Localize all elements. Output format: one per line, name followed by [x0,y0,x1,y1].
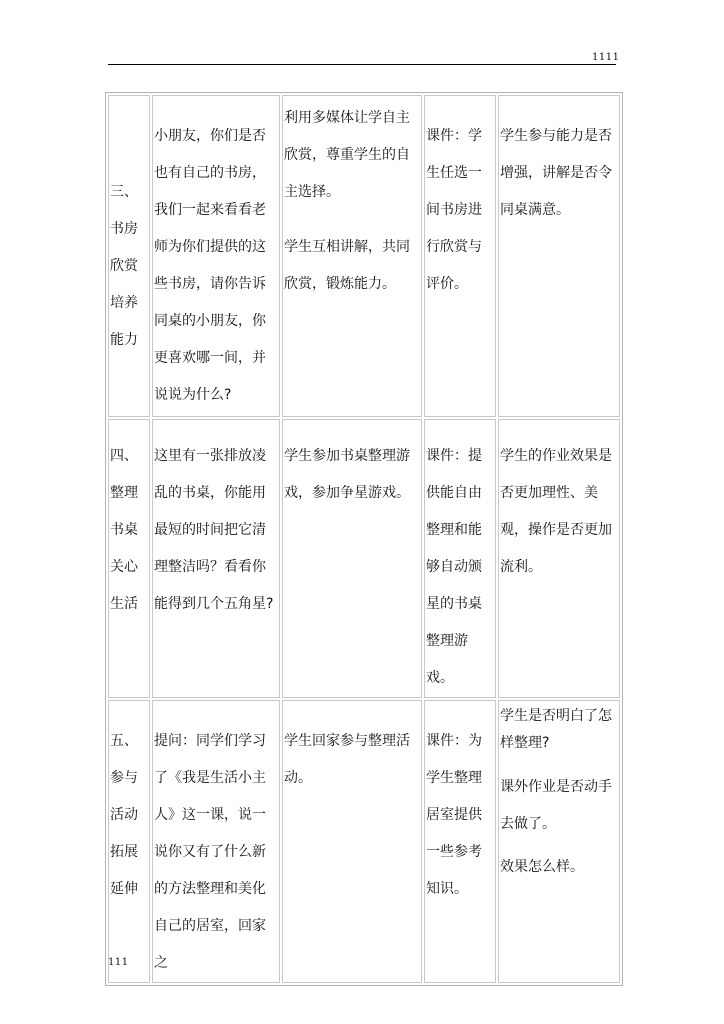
student-text-secondary: 学生互相讲解，共同欣赏，锻炼能力。 [284,239,410,292]
table-cell-student [282,95,422,417]
table-cell-student [282,419,422,698]
student-text: 利用多媒体让学自主欣赏，尊重学生的自主选择。 [284,110,410,200]
header-page-number: 1111 [592,52,620,63]
lesson-plan-table [105,92,623,986]
table-cell-teacher [152,419,280,698]
teacher-text: 这里有一张排放凌乱的书桌，你能用最短的时间把它清理整洁吗？看看你能得到几个五角星? [154,448,274,612]
teacher-text: 提问：同学们学习了《我是生活小主人》这一课，说一说你又有了什么新的方法整理和美化自己的居室，回家之 [154,733,266,971]
evaluation-text-tertiary: 效果怎么样。 [500,859,584,875]
resource-text: 课件：为学生整理居室提供一些参考知识。 [426,733,482,897]
evaluation-text: 学生参与能力是否增强，讲解是否令同桌满意。 [500,128,612,218]
student-text: 学生参加书桌整理游戏，参加争星游戏。 [284,448,410,501]
stage-text: 五、参与活动拓展延伸 [110,733,138,897]
stage-text: 三、书房欣赏培养能力 [110,184,138,348]
evaluation-text-secondary: 课外作业是否动手去做了。 [500,779,612,832]
table-cell-teacher [152,95,280,417]
table-cell-evaluation [498,419,620,698]
table-cell-stage [108,419,150,698]
table-row [108,95,620,417]
table-cell-resource [424,700,496,983]
table-row [108,700,620,983]
table-cell-evaluation [498,700,620,983]
table-cell-stage [108,95,150,417]
footer-page-number: 111 [108,957,129,968]
resource-text: 课件：提供能自由整理和能够自动颁星的书桌整理游戏。 [426,448,482,686]
evaluation-text: 学生的作业效果是否更加理性、美观，操作是否更加流利。 [500,448,612,575]
resource-text: 课件：学生任选一间书房进行欣赏与评价。 [426,128,482,292]
table-cell-resource [424,95,496,417]
paragraph-gap [284,211,420,229]
table-row [108,419,620,698]
teacher-text: 小朋友，你们是否也有自己的书房，我们一起来看看老师为你们提供的这些书房，请你告诉同桌的小朋友，你更喜欢哪一间，并说说为什么? [154,128,266,403]
student-text: 学生回家参与整理活动。 [284,733,410,786]
header-rule [108,64,616,65]
table-cell-evaluation [498,95,620,417]
evaluation-text: 学生是否明白了怎样整理? [500,708,612,751]
table-cell-resource [424,419,496,698]
table-cell-stage [108,700,150,983]
table-cell-teacher [152,700,280,983]
table-cell-student [282,700,422,983]
stage-text: 四、整理书桌关心生活 [110,448,138,612]
